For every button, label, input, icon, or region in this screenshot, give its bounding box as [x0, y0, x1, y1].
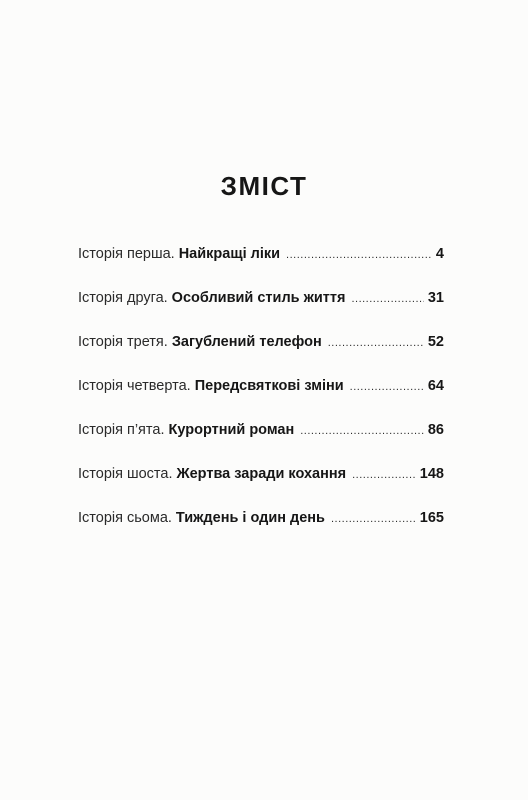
toc-entry-label: Історія п’ята — [78, 422, 161, 438]
toc-entry-page: 52 — [427, 334, 444, 350]
toc-leader-dots — [300, 425, 424, 437]
toc-entry-title: Передсвяткові зміни — [194, 378, 344, 394]
toc-entry-page: 148 — [419, 466, 444, 482]
table-of-contents — [78, 246, 444, 554]
toc-leader-dots — [350, 381, 424, 393]
toc-leader-dots — [352, 469, 416, 481]
toc-leader-dots — [286, 249, 432, 261]
toc-entry-title: Жертва заради кохання — [176, 466, 347, 482]
toc-entry-1: Історія перша . Найкращі ліки ..... 4 — [78, 246, 444, 290]
toc-entry-page: 64 — [427, 378, 444, 394]
toc-leader-dots — [328, 337, 424, 349]
toc-entry-page: 4 — [435, 246, 444, 262]
toc-entry-4: Історія четверта . Передсвяткові зміни ..... 64 — [78, 378, 444, 422]
toc-entry-title: Курортний роман — [168, 422, 295, 438]
toc-entry-5: Історія п’ята . Курортний роман ..... 86 — [78, 422, 444, 466]
toc-entry-title: Тиждень і один день — [175, 510, 325, 526]
toc-entry-label: Історія третя — [78, 334, 164, 350]
toc-entry-label: Історія шоста — [78, 466, 169, 482]
toc-entry-title: Загублений телефон — [171, 334, 322, 350]
toc-entry-label: Історія перша — [78, 246, 171, 262]
toc-entry-title: Особливий стиль життя — [171, 290, 346, 306]
toc-entry-label: Історія четверта — [78, 378, 187, 394]
toc-entry-label: Історія друга — [78, 290, 164, 306]
toc-entry-2: Історія друга . Особливий стиль життя ..... 31 — [78, 290, 444, 334]
toc-entry-title: Найкращі ліки — [178, 246, 281, 262]
toc-entry-page: 31 — [427, 290, 444, 306]
page-title: ЗМІСТ — [220, 171, 308, 201]
toc-entry-7: Історія сьома . Тиждень і один день ..... 165 — [78, 510, 444, 554]
toc-entry-3: Історія третя . Загублений телефон ..... 52 — [78, 334, 444, 378]
toc-leader-dots — [331, 513, 416, 525]
toc-entry-label: Історія сьома — [78, 510, 168, 526]
toc-entry-page: 165 — [419, 510, 444, 526]
toc-entry-page: 86 — [427, 422, 444, 438]
toc-entry-6: Історія шоста . Жертва заради кохання ..... 148 — [78, 466, 444, 510]
toc-leader-dots — [351, 293, 423, 305]
